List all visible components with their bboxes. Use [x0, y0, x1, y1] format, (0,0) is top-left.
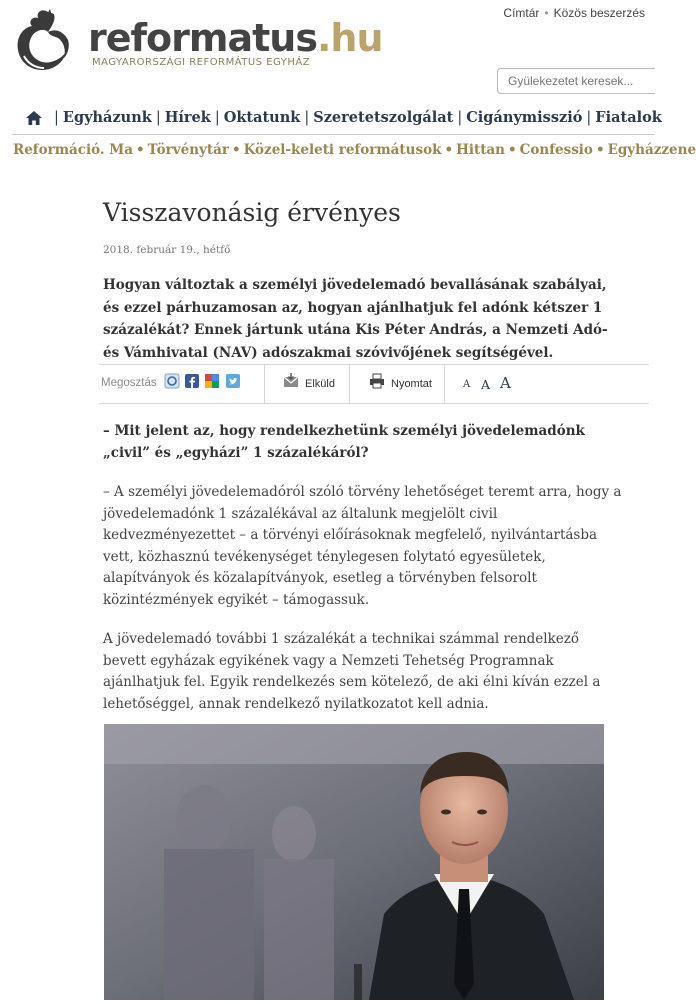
article-photo — [104, 724, 604, 1000]
twitter-icon[interactable] — [226, 374, 240, 388]
font-size-small-button[interactable]: A — [463, 379, 471, 390]
main-nav — [12, 108, 662, 135]
nav-item-egyhazunk[interactable]: Egyházunk — [62, 109, 152, 126]
separator: | — [214, 110, 220, 126]
separator: | — [304, 110, 310, 126]
article-title: Visszavonásig érvényes — [103, 198, 401, 227]
subnav-item-hittan[interactable]: Hittan — [456, 142, 505, 158]
nav-item-oktatunk[interactable]: Oktatunk — [223, 109, 301, 126]
nav-item-szeretetszolgalat[interactable]: Szeretetszolgálat — [313, 109, 454, 126]
toolbar-divider — [444, 365, 445, 403]
separator: | — [586, 110, 592, 126]
send-label: Elküld — [305, 378, 335, 390]
article-question: – Mit jelent az, hogy rendelkezhetünk személyi jövedelemadónk „civil” és „egyházi” 1 százalékáról? — [103, 423, 585, 461]
rooster-logo-icon — [8, 6, 78, 76]
sub-nav — [13, 142, 696, 158]
article-body — [103, 421, 623, 733]
subnav-item-torvenytar[interactable]: Törvénytár — [147, 142, 229, 158]
separator: | — [54, 110, 59, 126]
subnav-item-egyhazzene[interactable]: Egyházzene — [607, 142, 696, 158]
separator: • — [544, 6, 549, 20]
article-photo-image — [104, 724, 604, 1000]
facebook-icon[interactable] — [185, 374, 199, 388]
separator: | — [457, 110, 463, 126]
site-subtitle: MAGYARORSZÁGI REFORMÁTUS EGYHÁZ — [92, 57, 311, 68]
nav-item-ciganymisszio[interactable]: Cigánymisszió — [466, 109, 583, 126]
nav-item-hirek[interactable]: Hírek — [164, 109, 211, 126]
search-input[interactable]: Gyülekezetet keresek... — [497, 68, 655, 94]
separator: • — [508, 142, 517, 158]
separator: • — [444, 142, 454, 158]
share-label: Megosztás — [101, 377, 157, 389]
print-label: Nyomtat — [391, 378, 432, 390]
subnav-item-confessio[interactable]: Confessio — [519, 142, 593, 158]
nav-item-fiatalok[interactable]: Fiatalok — [595, 109, 662, 126]
subnav-item-reformacio-ma[interactable]: Reformáció. Ma — [13, 142, 133, 158]
article-paragraph: A jövedelemadó további 1 százalékát a technikai számmal rendelkező bevett egyházak egyikének vagy a Nemzeti Tehetség Programnak ajánlhatjuk fel. Egyik rendelkezés sem kötelező, de aki élni kíván ezzel a lehetőséggel, annak rendelkező nyilatkozatot kell adnia. — [103, 631, 601, 712]
article-paragraph: – A személyi jövedelemadóról szóló törvény lehetőséget teremt arra, hogy a jövedelemadónk 1 százalékával az általunk megjelölt civil kedvezményezettet – a törvényi előírásoknak megfelelő, nyilvántartásba vett, közhasznú tevékenységet ténylegesen folytató egyesületek, alapítványok és közalapítványok, esetleg a törvényben felsorolt közintézmények egyikét – támogassuk. — [103, 484, 622, 608]
envelope-icon — [283, 373, 299, 389]
top-link-kozos-beszerzes[interactable]: Közös beszerzés — [553, 6, 645, 20]
font-size-medium-button[interactable]: A — [481, 377, 491, 392]
article-header — [103, 196, 623, 364]
font-size-large-button[interactable]: A — [500, 374, 511, 392]
separator: • — [231, 142, 241, 158]
separator: • — [595, 142, 605, 158]
top-links — [503, 6, 645, 20]
toolbar-divider — [349, 365, 350, 403]
site-logo-text: reformatus.hu — [88, 16, 383, 60]
home-icon[interactable] — [26, 111, 42, 125]
separator: | — [155, 110, 161, 126]
top-link-cimtar[interactable]: Címtár — [503, 6, 540, 20]
share-generic-icon[interactable] — [165, 374, 179, 388]
article-lead: Hogyan változtak a személyi jövedelemadó bevallásának szabályai, és ezzel párhuzamosan az, hogyan ajánlhatjuk fel adónk kétszer 1 százalékát? Ennek jártunk utána Kis Péter András, a Nemzeti Adó- és Vámhivatal (NAV) adószakmai szóvivőjének segítségével. — [103, 277, 608, 361]
separator: • — [135, 142, 145, 158]
subnav-item-kozel-keleti[interactable]: Közel-keleti reformátusok — [243, 142, 442, 158]
article-toolbar — [99, 364, 649, 404]
google-plus-icon[interactable] — [205, 374, 219, 388]
article-date: 2018. február 19., hétfő — [103, 244, 231, 256]
toolbar-divider — [264, 365, 265, 403]
site-logo[interactable] — [8, 6, 408, 76]
printer-icon — [369, 373, 385, 389]
